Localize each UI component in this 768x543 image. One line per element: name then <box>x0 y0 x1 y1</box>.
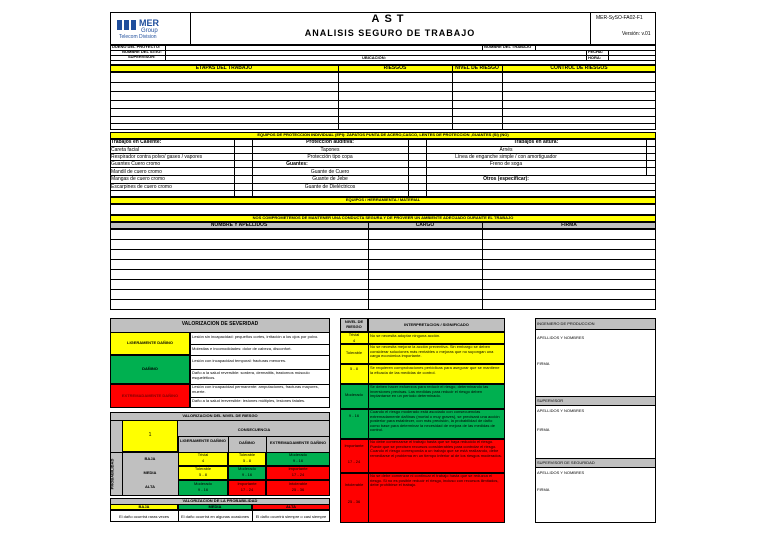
interp-range: 4 <box>352 338 356 343</box>
matrix-col: LIGERAMENTE DAÑINO <box>180 438 226 443</box>
col-name: NOMBRE Y APELLIDOS <box>210 222 268 228</box>
matrix-row-label: BAJA <box>144 456 156 461</box>
label-site-name: NOMBRE DEL SITIO: <box>122 49 162 54</box>
project-owner-field[interactable] <box>166 46 481 50</box>
signature-sign[interactable]: FIRMA <box>537 361 550 366</box>
probability-col-label: MEDIA <box>208 504 222 509</box>
interp-level: Trivial <box>348 332 360 337</box>
table-row[interactable] <box>110 123 656 124</box>
hearing-item: Protección tipo copa <box>307 154 353 160</box>
gloves-item: Guante de Dieléctricos <box>304 184 356 190</box>
label-date: FECHA: <box>588 49 604 54</box>
hot-item: Mandil de cuero cromo <box>111 169 162 175</box>
commit-title: NOS COMPROMETEMOS DE MANTENER UNA CONDUCTA SEGURA Y DE PROVEER UN AMBIENTE ADECUADO DURANTE EL TRABAJO <box>252 215 514 220</box>
col-risk-level: NIVEL DE RIESGO <box>455 65 499 71</box>
matrix-cell-range: 5 - 8 <box>242 458 251 463</box>
signature-names: APELLIDOS Y NOMBRES <box>537 470 585 475</box>
interp-range: 25 - 36 <box>347 499 361 504</box>
severity-title: VALORIZACION DE SEVERIDAD <box>181 321 259 327</box>
matrix-cell-range: 25 - 36 <box>291 487 305 492</box>
signature-title: SUPERVISOR DE SEGURIDAD <box>537 460 595 465</box>
table-row[interactable] <box>110 116 656 117</box>
col-role: CARGO <box>415 222 435 228</box>
interp-text: No se necesita adoptar ninguna acción. <box>370 333 441 338</box>
height-item: Arnés <box>499 147 513 153</box>
signature-sign[interactable]: FIRMA <box>537 427 550 432</box>
matrix-cell-level: Moderado <box>193 481 212 486</box>
severity-item: Daño a la salud reversible: sordera, dermatitis, trastornos músculo esqueléticos. <box>192 370 310 380</box>
matrix-consequence: CONSECUENCIA <box>237 427 271 432</box>
hot-item: Mangas de cuero cromo <box>111 176 165 182</box>
signature-names: APELLIDOS Y NOMBRES <box>537 335 585 340</box>
page-subtitle: ANALISIS SEGURO DE TRABAJO <box>304 28 476 38</box>
interp-level: Tolerable <box>345 350 363 355</box>
interp-level: Importante <box>344 443 364 448</box>
table-row[interactable] <box>110 100 656 101</box>
gloves-item: Guante de Jebe <box>312 176 348 182</box>
table-row[interactable] <box>110 82 656 83</box>
severity-item: Molestias e incomodidades: dolor de cabeza, disconfort. <box>192 346 292 351</box>
height-label: Trabajos en altura: <box>513 139 559 145</box>
interp-level: Intolerable <box>344 482 364 487</box>
logo-brand: MER <box>139 18 159 28</box>
signature-title: INGENIERO DE PRODUCCION <box>537 321 595 326</box>
signatures-panel <box>535 318 656 523</box>
table-row[interactable] <box>110 239 656 240</box>
height-item: Línea de enganche simple / con amortiguador <box>455 154 557 160</box>
matrix-cell-level: Moderado <box>237 466 256 471</box>
job-name-field[interactable] <box>536 46 655 50</box>
severity-item: Lesión sin incapacidad: pequeños cortes, irritación a los ojos por polvo. <box>192 334 319 339</box>
matrix-row-label: MEDIA <box>143 470 157 475</box>
logo-mark-icon <box>117 19 139 31</box>
hot-item: Careta facial <box>111 147 140 153</box>
matrix-col: EXTREMADAMENTE DAÑINO <box>269 440 327 445</box>
severity-item: Lesión con incapacidad temporal: fracturas menores. <box>192 358 287 363</box>
label-job-name: NOMBRE DEL TRABAJO <box>484 44 532 49</box>
date-field[interactable] <box>609 51 655 55</box>
matrix-row-label: ALTA <box>144 484 156 489</box>
matrix-probability-label <box>110 452 122 496</box>
gloves-item: Guante de Cuero <box>310 169 350 175</box>
matrix-cell-range: 5 - 8 <box>198 472 207 477</box>
interp-text: Se deben hacer esfuerzos para reducir el riesgo, determinando las inversiones precisas. Las medidas para reducir el riesgo deben implantarse en un período determinado. <box>370 384 489 399</box>
label-location: UBICACIÓN: <box>362 55 386 60</box>
severity-item: Lesión con incapacidad permanente: amputaciones, fracturas mayores, muerte. <box>192 384 319 394</box>
interp-text: No se debe comenzar ni continuar el trabajo hasta que se reduzca el riesgo. Si no es posible reducir el riesgo, incluso con recursos ilimitados, debe prohibirse el trabajo. <box>370 473 499 488</box>
probability-col-label: BAJA <box>138 504 150 509</box>
matrix-col: DAÑINO <box>239 440 255 445</box>
height-item: Freno de soga <box>489 161 523 167</box>
severity-extreme-label: EXTREMADAMENTE DAÑINO <box>121 393 179 398</box>
company-logo <box>117 17 187 41</box>
interp-level: Moderado <box>344 392 363 397</box>
matrix-cell-level: Trivial <box>197 452 209 457</box>
col-signature: FIRMA <box>561 222 577 228</box>
hot-work-label: Trabajos en Caliente: <box>111 139 162 145</box>
probability-col-label: ALTA <box>285 504 297 509</box>
matrix-cell-level: Intolerable <box>288 481 308 486</box>
table-row[interactable] <box>110 269 656 270</box>
others-label: Otros (especificar): <box>483 176 529 182</box>
hearing-item: Tapones <box>320 147 340 153</box>
signature-names: APELLIDOS Y NOMBRES <box>537 408 585 413</box>
table-row[interactable] <box>110 108 656 109</box>
probability-item: El daño ocurrirá en algunas ocasiones <box>180 514 250 519</box>
label-time: HORA: <box>588 55 602 60</box>
page-title: AST <box>371 13 409 25</box>
table-row[interactable] <box>110 279 656 280</box>
hot-item: Escarpines de cuero cromo <box>111 184 172 190</box>
tools-title: EQUIPOS / HERRAMIENTA / MATERIAL <box>345 197 421 202</box>
matrix-cell-range: 17 - 24 <box>291 472 305 477</box>
gloves-label: Guantes: <box>286 161 308 167</box>
matrix-cell-range: 9 - 16 <box>241 472 253 477</box>
col-stages: ETAPAS DEL TRABAJO <box>195 65 253 71</box>
signature-sign[interactable]: FIRMA <box>537 487 550 492</box>
risk-matrix-title: VALORIZACION DEL NIVEL DE RIESGO <box>182 413 258 418</box>
matrix-cell-level: Tolerable <box>194 466 212 471</box>
tools-area[interactable] <box>110 204 656 215</box>
matrix-cell-level: Importante <box>237 481 257 486</box>
severity-light-label: LIGERAMENTE DAÑINO <box>127 340 173 345</box>
col-controls: CONTROL DE RIESGOS <box>550 65 608 71</box>
interp-text: Se requieren comprobaciones periódicas para asegurar que se mantiene la eficacia de las medidas de control. <box>370 365 500 375</box>
matrix-cell-range: 9 - 16 <box>292 458 304 463</box>
probability-axis-label: PROBABILIDAD <box>109 458 115 490</box>
probability-item: El daño ocurrirá siempre o casi siempre <box>255 514 327 519</box>
interp-range: 9 - 16 <box>348 413 360 418</box>
interp-level-title: NIVEL DE RIESGO <box>344 319 364 329</box>
matrix-corner-value: 1 <box>148 432 152 438</box>
time-field[interactable] <box>609 56 655 60</box>
hot-item: Respirador contra polvo/ gases / vapores <box>111 154 203 160</box>
label-supervisor: SUPERVISOR: <box>128 54 156 59</box>
probability-title: VALORIZACION DE LA PROBABILIDAD <box>182 498 258 503</box>
col-risks: RIESGOS <box>383 65 407 71</box>
interp-text: No debe comenzarse el trabajo hasta que se haya reducido el riesgo. Puede que se precisen recursos considerables para controlar el riesgo. Cuando el riesgo corresponda a un trabajo que se está realizando, debe remediarse el problema en un tiempo inferior al de los riesgos moderados. <box>370 439 502 458</box>
interp-text: Cuando el riesgo moderado está asociado con consecuencias extremadamente dañinas (mortal o muy graves), se precisará una acción posterior para establecer, con más precisión, la probabilidad de daño como base para determinar la necesidad de mejora de las medidas de control. <box>370 409 500 433</box>
hot-item: Guantes Cuero cromo <box>111 161 161 167</box>
matrix-cell-range: 4 <box>201 458 205 463</box>
hearing-label: Protección auditiva: <box>306 139 354 145</box>
interp-range: 17 - 24 <box>347 459 361 464</box>
matrix-cell-level: Importante <box>288 466 308 471</box>
table-row[interactable] <box>110 299 656 300</box>
table-row[interactable] <box>110 249 656 250</box>
matrix-cell-range: 9 - 16 <box>197 487 209 492</box>
signature-title: SUPERVISOR <box>537 398 564 403</box>
matrix-cell-range: 17 - 24 <box>240 487 254 492</box>
epp-title: EQUIPOS DE PROTECCION INDIVIDUAL (EPI): ZAPATOS PUNTA DE ACERO,CASCO, LENTES DE PROTECCION ,GUANTES (SI) (NO) <box>257 132 509 137</box>
severity-harmful-label: DAÑINO <box>142 366 158 371</box>
interp-meaning-title: INTERPRETACION / SIGNIFICADO <box>404 322 469 327</box>
logo-division: Telecom Division <box>119 34 157 40</box>
table-row[interactable] <box>110 91 656 92</box>
document-code: MER-SySO-FA02-F1 <box>596 15 643 21</box>
logo-group: Group <box>141 28 158 34</box>
matrix-cell-level: Moderado <box>288 452 307 457</box>
risk-table-body <box>110 72 656 130</box>
interp-range: 5 - 8 <box>349 366 358 371</box>
severity-item: Daño a la salud irreversible: lesiones múltiples, lesiones fatales. <box>192 398 306 403</box>
interp-text: No se necesita mejorar la acción preventiva. Sin embargo se deben considerar soluciones más rentables o mejoras que no supongan una carga económica importante. <box>370 344 494 359</box>
label-project-owner: DUEÑO DEL PROYECTO: <box>112 44 161 49</box>
supervisor-field[interactable] <box>166 56 356 60</box>
table-row[interactable] <box>110 259 656 260</box>
site-name-field[interactable] <box>166 51 585 55</box>
table-row[interactable] <box>110 289 656 290</box>
matrix-cell-level: Tolerable <box>238 452 256 457</box>
probability-item: El daño ocurrirá raras veces <box>118 514 170 519</box>
document-version: Versión: v.01 <box>622 31 651 37</box>
